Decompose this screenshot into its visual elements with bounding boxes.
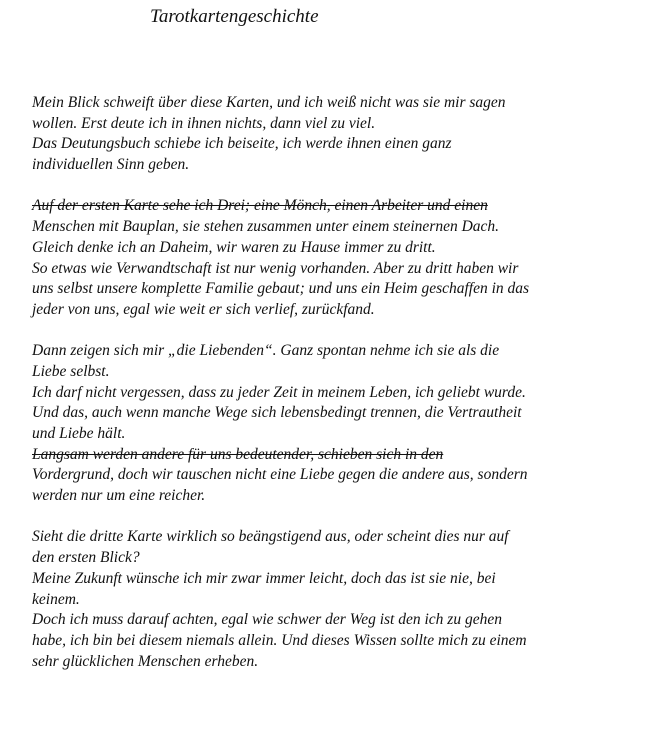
paragraph-2	[32, 196, 652, 320]
text-line: So etwas wie Verwandtschaft ist nur wenig vorhanden. Aber zu dritt haben wir	[32, 259, 519, 277]
text-line: Mein Blick schweift über diese Karten, und ich weiß nicht was sie mir sagen	[32, 94, 506, 111]
document-body	[32, 93, 652, 672]
text-line: Das Deutungsbuch schiebe ich beiseite, ich werde ihnen einen ganz	[32, 135, 452, 153]
text-line: Sieht die dritte Karte wirklich so beängstigend aus, oder scheint dies nur auf	[32, 528, 509, 546]
text-line: jeder von uns, egal wie weit er sich verlief, zurückfand.	[32, 300, 375, 318]
text-line: habe, ich bin bei diesem niemals allein. Und dieses Wissen sollte mich zu einem	[32, 631, 527, 649]
text-line: Dann zeigen sich mir „die Liebenden“. Ganz spontan nehme ich sie als die	[32, 342, 500, 360]
text-line: keinem.	[32, 590, 80, 608]
paragraph-4	[32, 527, 652, 672]
text-line: Doch ich muss darauf achten, egal wie schwer der Weg ist den ich zu gehen	[32, 611, 502, 629]
text-line: Und das, auch wenn manche Wege sich lebensbedingt trennen, die Vertrautheit	[32, 404, 522, 422]
text-line: individuellen Sinn geben.	[32, 156, 190, 174]
text-line: den ersten Blick?	[32, 549, 140, 567]
text-line: und Liebe hält.	[32, 425, 126, 442]
struck-text-line: Auf der ersten Karte sehe ich Drei; eine Mönch, einen Arbeiter und einen	[32, 197, 488, 215]
text-line: Liebe selbst.	[32, 362, 110, 380]
text-line: Gleich denke ich an Daheim, wir waren zu Hause immer zu dritt.	[32, 238, 436, 256]
text-line: uns selbst unsere komplette Familie gebaut; und uns ein Heim geschaffen in das	[32, 280, 530, 298]
text-line: Ich darf nicht vergessen, dass zu jeder Zeit in meinem Leben, ich geliebt wurde.	[32, 383, 526, 401]
text-line: Meine Zukunft wünsche ich mir zwar immer leicht, doch das ist sie nie, bei	[32, 569, 496, 587]
text-line: werden nur um eine reicher.	[32, 487, 206, 505]
text-line: sehr glücklichen Menschen erheben.	[32, 652, 259, 670]
paragraph-1	[32, 93, 652, 176]
struck-text-line: Langsam werden andere für uns bedeutender, schieben sich in den	[32, 445, 444, 463]
text-line: Menschen mit Bauplan, sie stehen zusammen unter einem steinernen Dach.	[32, 218, 500, 236]
paragraph-3	[32, 341, 652, 507]
text-line: wollen. Erst deute ich in ihnen nichts, dann viel zu viel.	[32, 114, 376, 132]
text-line: Vordergrund, doch wir tauschen nicht eine Liebe gegen die andere aus, sondern	[32, 466, 528, 484]
document-title: Tarotkartengeschichte	[150, 6, 319, 27]
